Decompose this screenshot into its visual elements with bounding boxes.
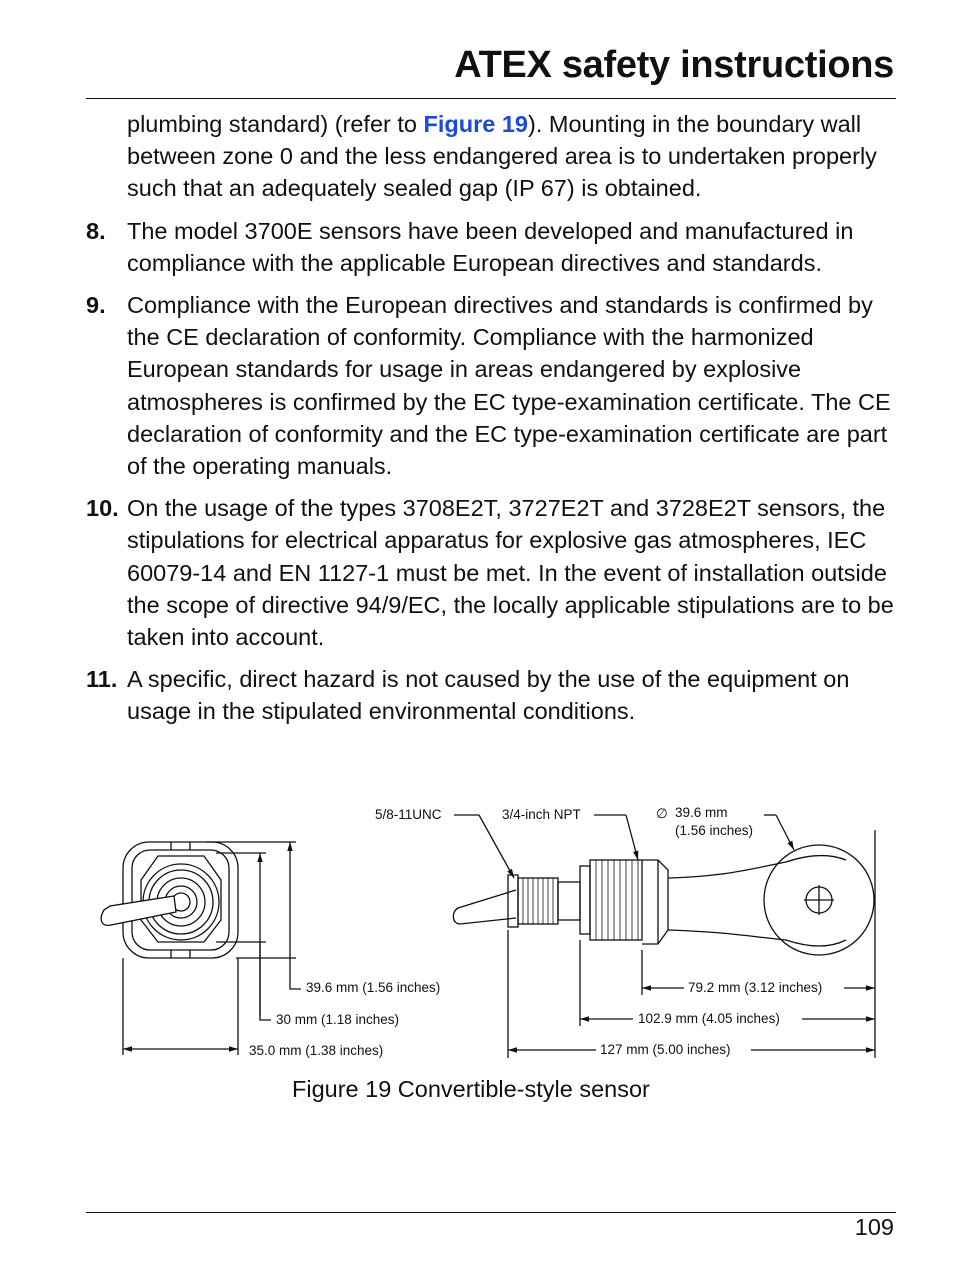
thread-npt-label: 3/4-inch NPT xyxy=(502,807,581,822)
list-item-number: 8. xyxy=(86,217,106,244)
continuation-text-end: ). Mounting in the boundary wall between zone 0 and the less endangered area is to undertaken properly such that an adequately sealed gap (IP 67) is obtained. xyxy=(127,111,877,202)
list-item-text: Compliance with the European directives and standards is confirmed by the CE declaration of conformity. Compliance with the harmonized European standards for usage in areas endangered by explosive atmospheres is confirmed by the EC type-examination certificate. The CE declaration of conformity and the EC type-examination certificate are part of the operating manuals. xyxy=(127,292,891,480)
continuation-paragraph xyxy=(86,108,896,205)
list-item-number: 11. xyxy=(86,666,118,693)
thread-unc-label: 5/8-11UNC xyxy=(375,807,442,822)
side-mid-label: 102.9 mm (4.05 inches) xyxy=(638,1011,780,1026)
list-item-8 xyxy=(86,215,896,279)
front-inner-label: 30 mm (1.18 inches) xyxy=(276,1012,400,1027)
sensor-drawing xyxy=(86,790,896,1070)
list-item-text: The model 3700E sensors have been developed and manufactured in compliance with the applicable European directives and standards. xyxy=(127,217,854,276)
continuation-text-start: plumbing standard) (refer to xyxy=(127,111,424,137)
page-number: 109 xyxy=(854,1214,894,1240)
list-item-text: On the usage of the types 3708E2T, 3727E2T and 3728E2T sensors, the stipulations for electrical apparatus for explosive gas atmospheres, IEC 60079-14 and EN 1127-1 must be met. In the event of installation outside the scope of directive 94/9/EC, the locally applicable stipulations are to be taken into account. xyxy=(127,495,894,651)
list-item-10 xyxy=(86,492,896,653)
front-width-label: 35.0 mm (1.38 inches) xyxy=(249,1043,384,1058)
figure-19-link[interactable]: Figure 19 xyxy=(423,111,528,137)
header-rule xyxy=(86,98,896,99)
front-height-label: 39.6 mm (1.56 inches) xyxy=(306,980,441,995)
diameter-in-label: (1.56 inches) xyxy=(675,823,754,838)
list-item-11 xyxy=(86,663,896,727)
body-text xyxy=(86,108,896,738)
diameter-icon: ∅ xyxy=(656,806,668,821)
sensor-dimension-figure xyxy=(86,790,896,1070)
side-total-label: 127 mm (5.00 inches) xyxy=(600,1042,731,1057)
side-body-label: 79.2 mm (3.12 inches) xyxy=(688,980,823,995)
list-item-number: 9. xyxy=(86,292,106,319)
list-item-number: 10. xyxy=(86,495,119,522)
list-item-text: A specific, direct hazard is not caused by the use of the equipment on usage in the stipulated environmental conditions. xyxy=(127,666,850,725)
page-title: ATEX safety instructions xyxy=(454,44,894,86)
footer-rule xyxy=(86,1212,896,1213)
side-view-drawing xyxy=(453,845,874,955)
list-item-9 xyxy=(86,289,896,482)
front-view-drawing xyxy=(101,842,238,958)
diameter-mm-label: 39.6 mm xyxy=(675,805,728,820)
figure-caption: Figure 19 Convertible-style sensor xyxy=(292,1076,650,1102)
